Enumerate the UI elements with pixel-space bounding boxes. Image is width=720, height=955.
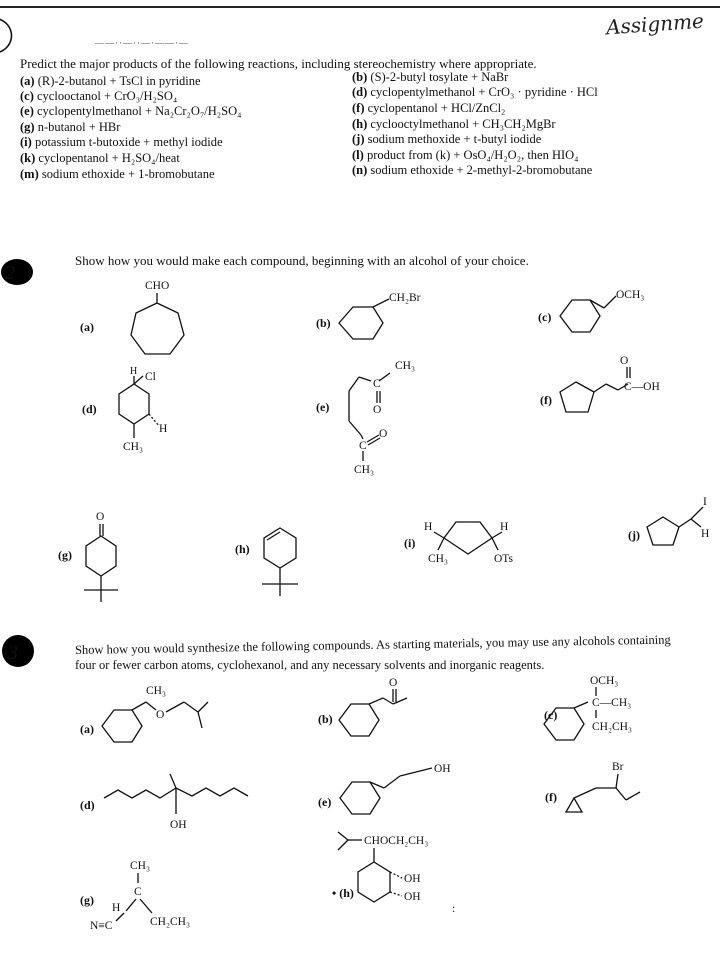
q1-item-k: (k) cyclopentanol + H₂SO₄/heat — [20, 151, 180, 165]
q2-label-c: (c) — [538, 310, 552, 324]
q2-label-d: (d) — [82, 402, 97, 416]
q1-prompt: Predict the major products of the following reactions, including stereochemistry where appropriate. — [20, 56, 537, 71]
q1-item-i: (i) potassium t-butoxide + methyl iodide — [20, 135, 223, 149]
q2j-h: H — [701, 528, 710, 540]
q2i-h-right: H — [500, 521, 509, 533]
q3-label-g: (g) — [80, 893, 94, 907]
q2e-c2: C — [359, 440, 367, 452]
q3b-o: O — [389, 677, 398, 689]
q3a-o: O — [156, 709, 165, 721]
top-border — [0, 6, 720, 8]
q1-item-a: (a) (R)-2-butanol + TsCl in pyridine — [20, 74, 201, 88]
q3-label-e: (e) — [318, 795, 332, 809]
q2-label-g: (g) — [58, 548, 72, 562]
q2e-c1: C — [373, 378, 381, 390]
q2g-o: O — [96, 511, 105, 523]
q2-label-h: (h) — [235, 542, 250, 556]
q2c-methoxymethylcyclohexane — [556, 282, 706, 342]
q2d-chloromethylcyclohexane — [105, 362, 215, 472]
q3c-c-ch3: C—CH₃ — [592, 697, 632, 709]
q3g-nitrile — [86, 855, 236, 950]
q1-item-c: (c) cyclooctanol + CrO₃/H₂SO₄ — [20, 89, 178, 103]
q3h-diol — [320, 822, 490, 942]
q3-label-d: (d) — [80, 798, 95, 812]
q3-label-h: • (h) — [332, 886, 354, 900]
q3-number: 3 — [8, 642, 18, 664]
q3-prompt-line1: Show how you would synthesize the following compounds. As starting materials, you may use any alcohols containing — [74, 632, 671, 657]
q2i-ots: OTs — [494, 553, 514, 565]
q3f-bromide — [560, 760, 680, 820]
circled-q1-number — [0, 14, 22, 54]
q2-label-a: (a) — [80, 320, 94, 334]
q2e-o1: O — [373, 404, 382, 416]
q1-item-j: (j) sodium methoxide + t-butyl iodide — [352, 132, 542, 146]
q2-label-i: (i) — [404, 536, 416, 550]
q2-circled-number — [0, 257, 40, 289]
q1-item-b: (b) (S)-2-butyl tosylate + NaBr — [352, 70, 509, 84]
q3e-primary-alcohol — [336, 758, 476, 828]
q2f-o: O — [620, 355, 629, 367]
q2b-bromomethylcyclohexane — [335, 285, 455, 345]
q2i-ch3: CH₃ — [428, 553, 448, 565]
q2-label-e: (e) — [316, 400, 330, 414]
q3h-chooch2ch3: CHOCH₂CH₃ — [364, 835, 429, 847]
q3g-ch3: CH₃ — [130, 860, 150, 872]
q2-label-b: (b) — [316, 316, 331, 330]
q2e-o2: O — [379, 428, 388, 440]
q2c-och3: OCH₃ — [616, 289, 645, 301]
q2d-h-bottom: H — [159, 423, 168, 435]
q2d-ch3: CH₃ — [123, 441, 143, 453]
q3-label-c: (c) — [544, 708, 558, 722]
q3a-ether — [98, 680, 258, 760]
q2g-tert-butylcyclohexanone — [70, 508, 140, 608]
q2-prompt: Show how you would make each compound, beginning with an alcohol of your choice. — [75, 253, 529, 268]
q1-item-l: (l) product from (k) + OsO₄/H₂O₂, then HIO₄ — [352, 148, 579, 162]
q3-circled-number — [0, 633, 40, 671]
q2-label-f: (f) — [540, 393, 552, 407]
q1-item-n: (n) sodium ethoxide + 2-methyl-2-bromobutane — [352, 163, 593, 177]
q1-item-h: (h) cyclooctylmethanol + CH₃CH₂MgBr — [352, 117, 556, 131]
q3h-oh-2: OH — [404, 891, 421, 903]
q2-label-j: (j) — [628, 528, 640, 542]
handwritten-note: Assignme — [605, 8, 705, 40]
q3g-c: C — [134, 886, 142, 898]
q3-label-a: (a) — [80, 722, 94, 736]
q2j-cyclopentyl-iodide — [645, 495, 720, 555]
q3-label-b: (b) — [318, 712, 333, 726]
q2i-cyclopentyl-tosylate — [420, 512, 530, 572]
q3a-ch3: CH₃ — [146, 685, 166, 697]
q3d-oh: OH — [170, 819, 187, 831]
q1-item-f: (f) cyclopentanol + HCl/ZnCl₂ — [352, 101, 506, 115]
q2e-ch3-top: CH₃ — [395, 360, 415, 372]
q2-number: 2 — [5, 262, 15, 284]
q1-item-g: (g) n-butanol + HBr — [20, 120, 121, 134]
q3d-tertiary-alcohol — [100, 762, 280, 842]
q2d-h-top: H — [130, 366, 138, 377]
q2b-ch2br: CH₂Br — [389, 292, 421, 304]
cropped-top-line: ——··—··—·——·— — [95, 38, 189, 48]
q2e-diketone — [335, 355, 445, 475]
q3-prompt-line2: four or fewer carbon atoms, cyclohexanol, and any necessary solvents and inorganic reagents. — [75, 658, 545, 672]
q2a-cho: CHO — [145, 280, 170, 292]
q2d-cl: Cl — [145, 371, 156, 383]
q3h-colon: : — [452, 903, 456, 915]
q3-label-f: (f) — [545, 790, 557, 804]
q1-item-d: (d) cyclopentylmethanol + CrO₃ · pyridine · HCl — [352, 85, 598, 99]
q1-item-e: (e) cyclopentylmethanol + Na₂Cr₂O₇/H₂SO₄ — [20, 104, 242, 118]
q2i-h-left: H — [424, 521, 433, 533]
q2j-i: I — [703, 496, 707, 508]
q3c-och3: OCH₃ — [590, 675, 619, 687]
q2f-cooh: C—OH — [624, 381, 660, 393]
q3f-br: Br — [612, 761, 624, 773]
q3e-oh: OH — [434, 763, 451, 775]
q3c-methyl-ether — [540, 672, 710, 752]
q3g-ch2ch3: CH₂CH₃ — [150, 916, 190, 928]
q2h-tert-butylcyclohexene — [250, 520, 320, 610]
q2f-carboxylic-acid — [556, 350, 706, 420]
q1-item-m: (m) sodium ethoxide + 1-bromobutane — [20, 167, 215, 181]
q3g-h: H — [112, 902, 121, 914]
q3g-nc: N≡C — [90, 920, 113, 932]
q3b-ketone — [335, 674, 445, 754]
q3c-ch2ch3: CH₂CH₃ — [592, 721, 632, 733]
q3h-oh-1: OH — [404, 873, 421, 885]
q2a-cycloheptanecarbaldehyde — [100, 275, 210, 365]
q2e-ch3-bottom: CH₃ — [354, 464, 374, 476]
